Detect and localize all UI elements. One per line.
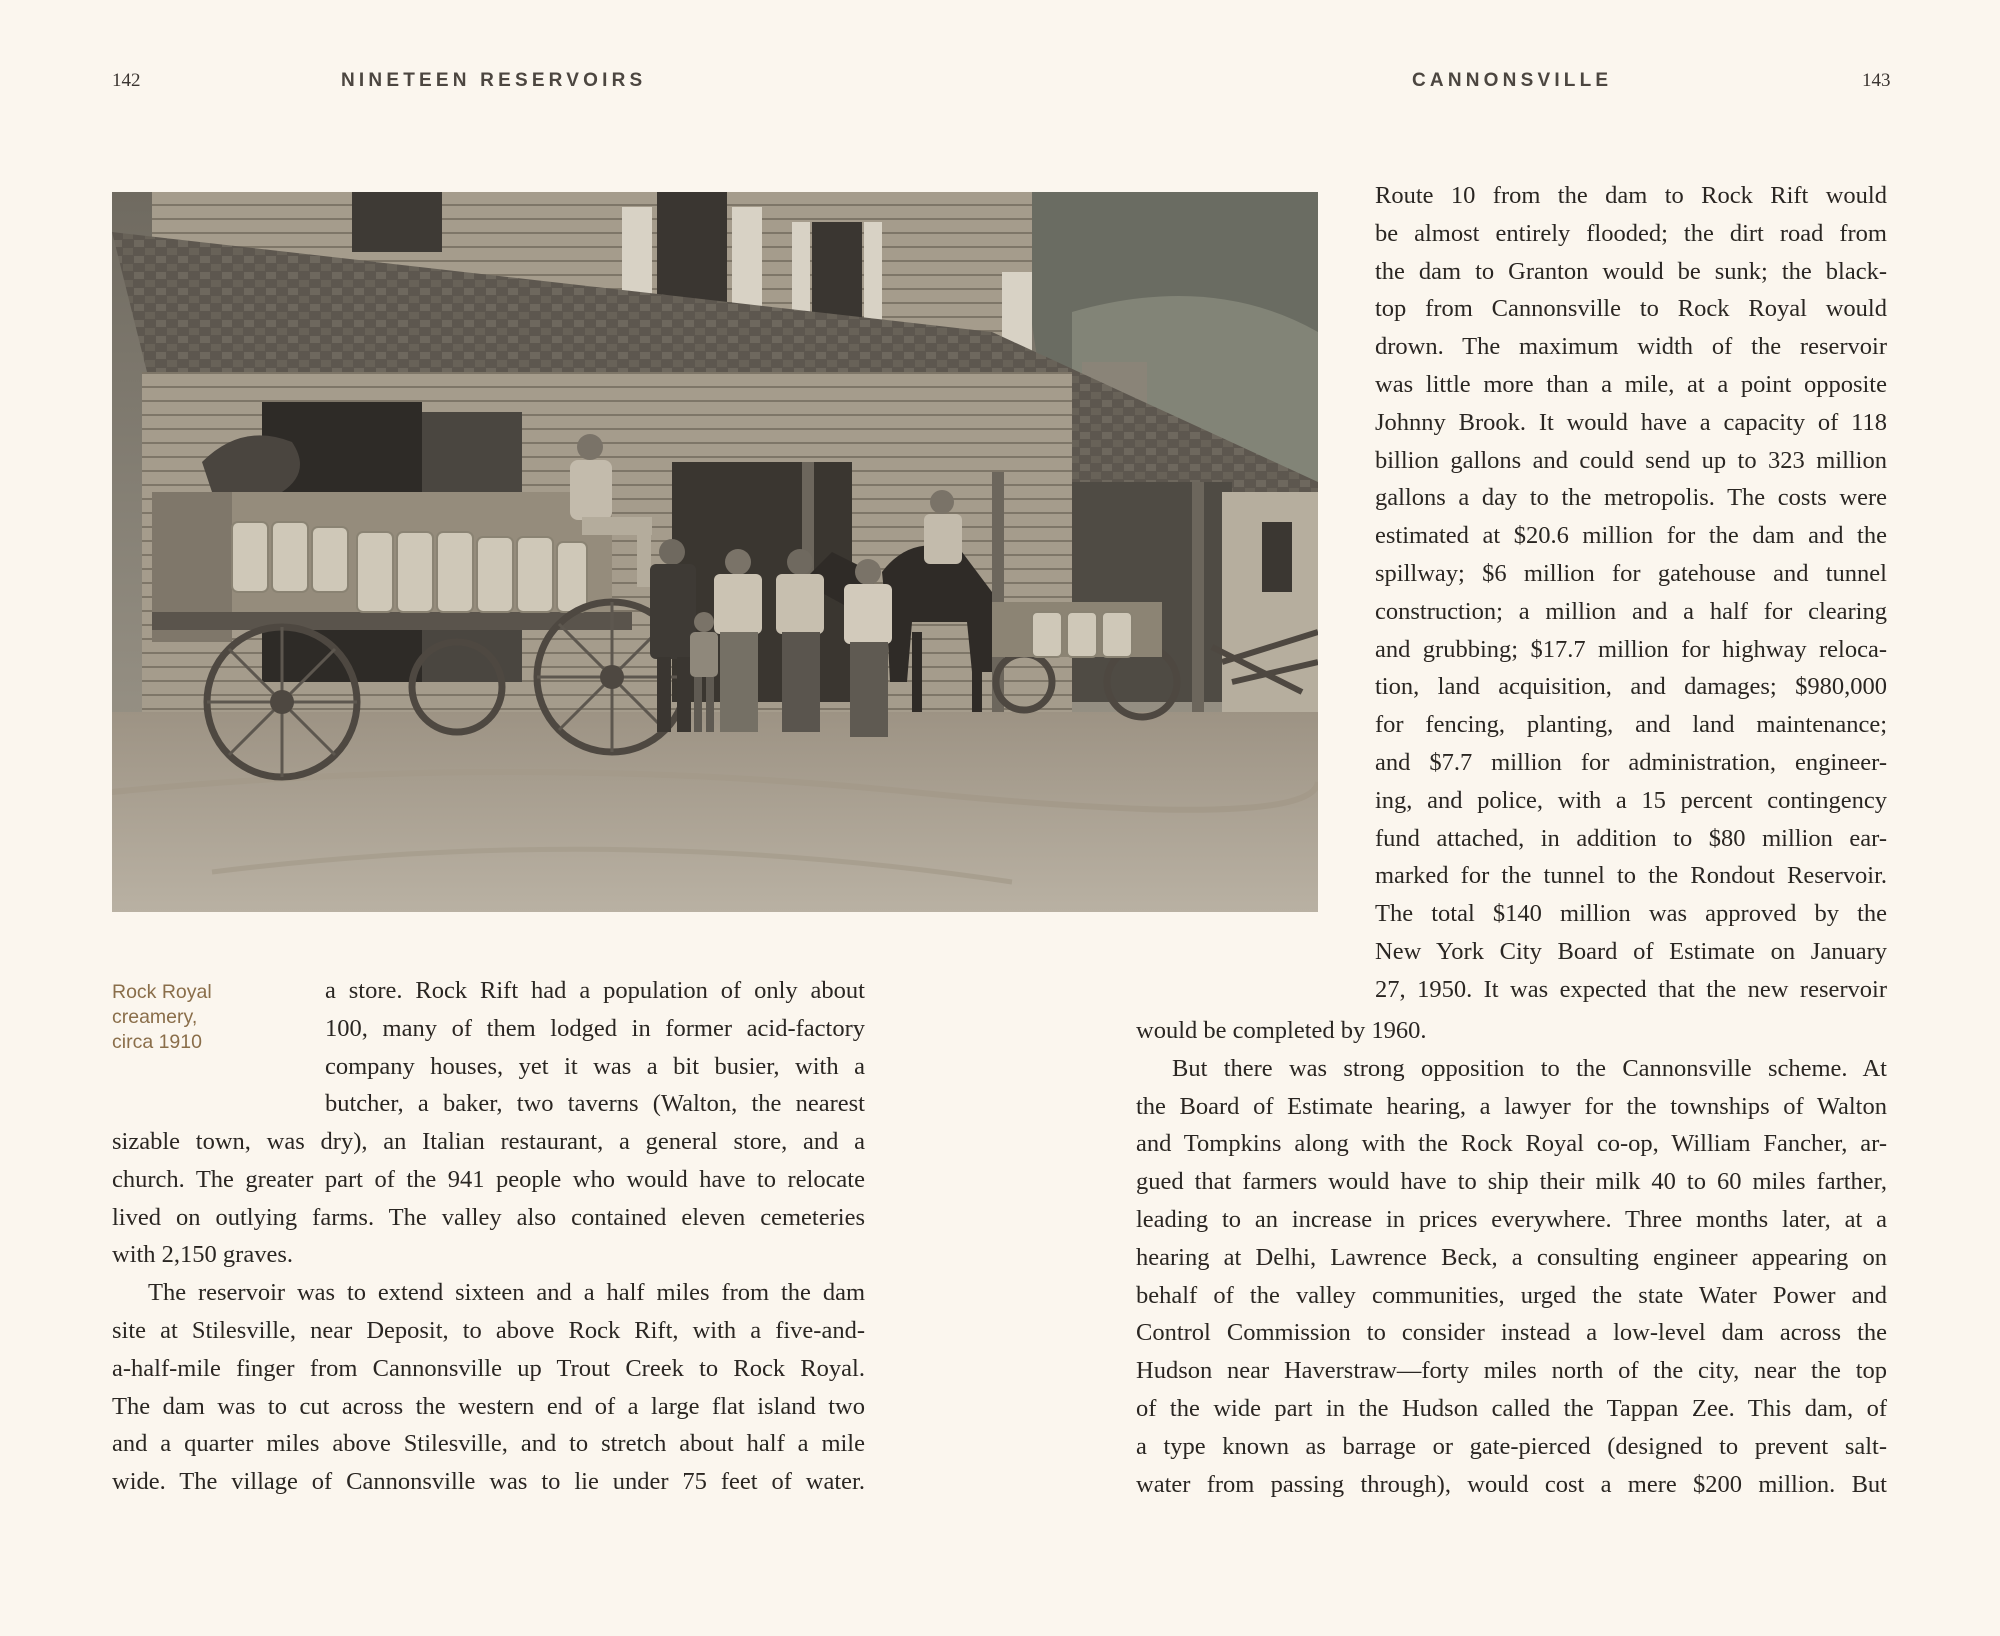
left-running-head: NINETEEN RESERVOIRS bbox=[341, 70, 647, 91]
text-line: and Tompkins along with the Rock Royal co-op, William Fancher, ar- bbox=[1136, 1130, 1887, 1158]
text-line: butcher, a baker, two taverns (Walton, the nearest bbox=[325, 1090, 865, 1118]
text-line: 27, 1950. It was expected that the new reservoir bbox=[1375, 975, 1887, 1003]
text-line: The reservoir was to extend sixteen and a half miles from the dam bbox=[148, 1279, 865, 1307]
text-line: the dam to Granton would be sunk; the black- bbox=[1375, 257, 1887, 285]
text-line: wide. The village of Cannonsville was to lie under 75 feet of water. bbox=[112, 1468, 865, 1496]
text-line: the Board of Estimate hearing, a lawyer for the townships of Walton bbox=[1136, 1092, 1887, 1120]
right-page-number: 143 bbox=[1862, 70, 1891, 91]
creamery-photograph bbox=[112, 192, 1318, 912]
photo-caption bbox=[112, 980, 282, 1055]
text-line: for fencing, planting, and land maintenance; bbox=[1375, 711, 1887, 739]
text-line: Route 10 from the dam to Rock Rift would bbox=[1375, 182, 1887, 209]
text-line: hearing at Delhi, Lawrence Beck, a consulting engineer appearing on bbox=[1136, 1243, 1887, 1271]
text-line: was little more than a mile, at a point opposite bbox=[1375, 370, 1887, 398]
text-line: marked for the tunnel to the Rondout Reservoir. bbox=[1375, 862, 1887, 890]
text-line: and $7.7 million for administration, engineer- bbox=[1375, 748, 1887, 776]
text-line: and grubbing; $17.7 million for highway reloca- bbox=[1375, 635, 1887, 663]
text-line: behalf of the valley communities, urged the state Water Power and bbox=[1136, 1281, 1887, 1309]
text-line: site at Stilesville, near Deposit, to above Rock Rift, with a five-and- bbox=[112, 1316, 865, 1344]
right-body-text bbox=[1136, 1012, 1887, 1503]
left-indented-text bbox=[325, 972, 865, 1123]
text-line: with 2,150 graves. bbox=[112, 1241, 293, 1269]
caption-line: creamery, bbox=[112, 1006, 198, 1028]
text-line: estimated at $20.6 million for the dam and the bbox=[1375, 522, 1887, 550]
text-line: tion, land acquisition, and damages; $980,000 bbox=[1375, 673, 1887, 701]
text-line: billion gallons and could send up to 323 million bbox=[1375, 446, 1887, 474]
text-line: a type known as barrage or gate-pierced (designed to prevent salt- bbox=[1136, 1432, 1887, 1460]
text-line: be almost entirely flooded; the dirt road from bbox=[1375, 219, 1887, 247]
text-line: gued that farmers would have to ship their milk 40 to 60 miles farther, bbox=[1136, 1168, 1887, 1196]
text-line: The dam was to cut across the western end of a large flat island two bbox=[112, 1392, 865, 1420]
text-line: a-half-mile finger from Cannonsville up Trout Creek to Rock Royal. bbox=[112, 1354, 865, 1382]
left-body-text bbox=[112, 1123, 865, 1501]
text-line: But there was strong opposition to the Cannonsville scheme. At bbox=[1172, 1054, 1887, 1082]
caption-line: circa 1910 bbox=[112, 1031, 202, 1053]
text-line: a store. Rock Rift had a population of only about bbox=[325, 977, 865, 1004]
text-line: Johnny Brook. It would have a capacity of 118 bbox=[1375, 408, 1887, 436]
text-line: Control Commission to consider instead a low-level dam across the bbox=[1136, 1319, 1887, 1347]
caption-line: Rock Royal bbox=[112, 981, 212, 1003]
text-line: water from passing through), would cost a mere $200 million. But bbox=[1136, 1470, 1887, 1498]
text-line: lived on outlying farms. The valley also contained eleven cemeteries bbox=[112, 1203, 865, 1231]
text-line: leading to an increase in prices everywhere. Three months later, at a bbox=[1136, 1205, 1887, 1233]
text-line: New York City Board of Estimate on January bbox=[1375, 937, 1887, 965]
creamery-photo-illustration bbox=[112, 192, 1318, 912]
text-line: of the wide part in the Hudson called the Tappan Zee. This dam, of bbox=[1136, 1394, 1887, 1422]
text-line: drown. The maximum width of the reservoir bbox=[1375, 333, 1887, 361]
left-page-number: 142 bbox=[112, 70, 141, 91]
text-line: and a quarter miles above Stilesville, and to stretch about half a mile bbox=[112, 1430, 865, 1458]
text-line: 100, many of them lodged in former acid-factory bbox=[325, 1014, 865, 1042]
text-line: spillway; $6 million for gatehouse and tunnel bbox=[1375, 559, 1887, 587]
text-line: would be completed by 1960. bbox=[1136, 1017, 1427, 1044]
text-line: construction; a million and a half for clearing bbox=[1375, 597, 1887, 625]
text-line: fund attached, in addition to $80 million ear- bbox=[1375, 824, 1887, 852]
text-line: company houses, yet it was a bit busier, with a bbox=[325, 1052, 865, 1080]
right-running-head: CANNONSVILLE bbox=[1412, 70, 1613, 91]
text-line: Hudson near Haverstraw—forty miles north of the city, near the top bbox=[1136, 1357, 1887, 1385]
text-line: church. The greater part of the 941 people who would have to relocate bbox=[112, 1165, 865, 1193]
right-narrow-text bbox=[1375, 177, 1887, 1009]
text-line: gallons a day to the metropolis. The costs were bbox=[1375, 484, 1887, 512]
text-line: top from Cannonsville to Rock Royal would bbox=[1375, 295, 1887, 323]
text-line: sizable town, was dry), an Italian restaurant, a general store, and a bbox=[112, 1128, 865, 1155]
text-line: ing, and police, with a 15 percent contingency bbox=[1375, 786, 1887, 814]
text-line: The total $140 million was approved by the bbox=[1375, 900, 1887, 928]
